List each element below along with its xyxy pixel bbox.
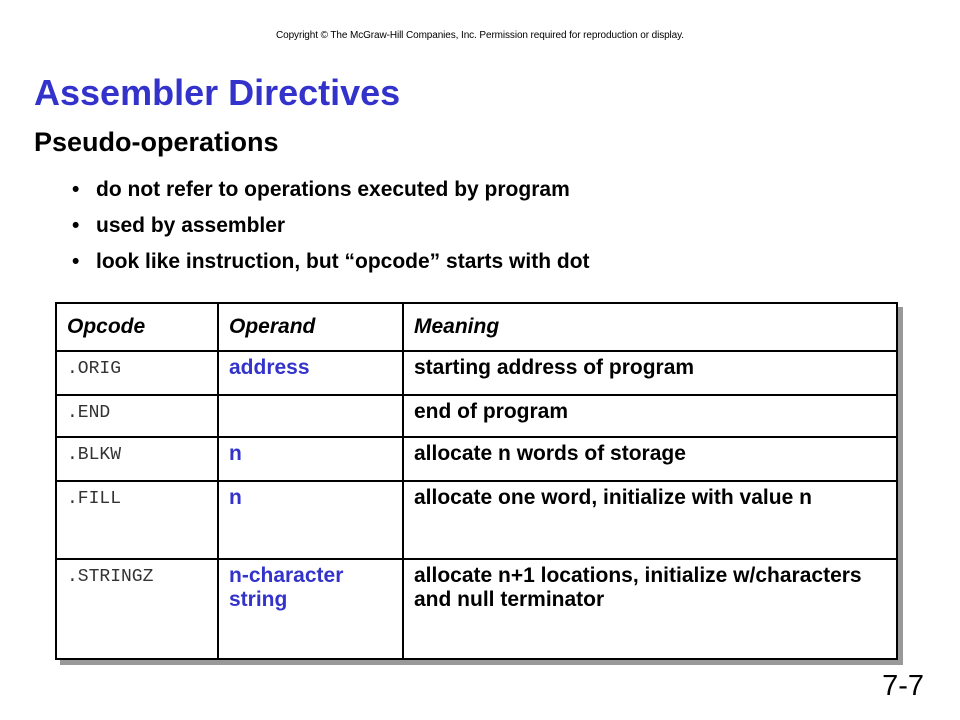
bullet-text: do not refer to operations executed by program [96,178,570,201]
opcode-text: .STRINGZ [67,567,154,587]
operand-cell: n [218,437,403,481]
operand-cell [218,395,403,437]
opcode-cell [56,437,218,481]
table-row [56,437,897,481]
bullet-text: look like instruction, but “opcode” starts with dot [96,250,590,273]
table-row [56,481,897,559]
opcode-cell [56,395,218,437]
operand-cell: address [218,351,403,395]
table-header-row [56,303,897,351]
meaning-cell: allocate n words of storage [403,437,897,481]
bullet-item [72,208,590,244]
header-operand: Operand [218,303,403,351]
opcode-cell [56,481,218,559]
table-row [56,559,897,659]
table-row [56,395,897,437]
page-number: 7-7 [882,670,924,702]
header-meaning: Meaning [403,303,897,351]
bullet-icon: • [72,250,80,273]
header-opcode: Opcode [56,303,218,351]
bullet-item [72,172,590,208]
meaning-cell: end of program [403,395,897,437]
slide-title: Assembler Directives [34,72,401,113]
meaning-cell: allocate one word, initialize with value n [403,481,897,559]
bullet-text: used by assembler [96,214,286,237]
bullet-list [72,172,590,280]
slide-subtitle: Pseudo-operations [34,127,279,157]
table-row [56,351,897,395]
opcode-cell [56,351,218,395]
operand-cell: n-character string [218,559,403,659]
opcode-text: .END [67,403,111,423]
bullet-item [72,244,590,280]
opcode-cell [56,559,218,659]
directives-table [55,302,898,660]
bullet-icon: • [72,178,80,201]
operand-cell: n [218,481,403,559]
meaning-cell: allocate n+1 locations, initialize w/characters and null terminator [403,559,897,659]
meaning-cell: starting address of program [403,351,897,395]
copyright-notice: Copyright © The McGraw-Hill Companies, Inc. Permission required for reproduction or display. [276,30,684,41]
opcode-text: .FILL [67,489,122,509]
opcode-text: .BLKW [67,445,122,465]
bullet-icon: • [72,214,80,237]
opcode-text: .ORIG [67,359,122,379]
